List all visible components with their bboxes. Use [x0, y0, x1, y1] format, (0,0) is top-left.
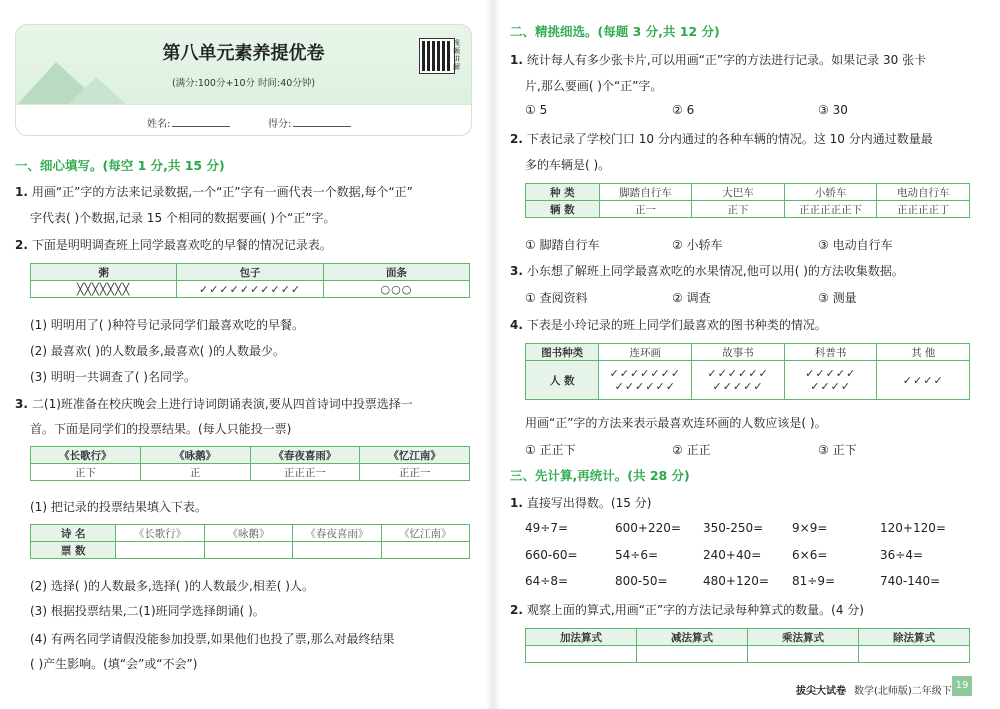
calc-item[interactable]: 240+40= — [703, 548, 762, 562]
option[interactable]: ① 查阅资料 — [525, 291, 588, 305]
answer-cell[interactable] — [381, 542, 469, 559]
answer-cell[interactable] — [116, 542, 204, 559]
table-cell: 正一 — [599, 201, 692, 218]
table-cell: ✓✓✓✓ — [877, 361, 970, 400]
title-card — [15, 24, 472, 136]
table-header: 《咏鹅》 — [140, 447, 250, 464]
sub-question: (1) 把记录的投票结果填入下表。 — [30, 500, 207, 514]
breakfast-table — [30, 263, 470, 298]
brand-name: 拔尖大试卷 — [796, 686, 846, 697]
row-label: 诗 名 — [31, 525, 116, 542]
question-1-1-cont: 字代表( )个数据,记录 15 个相同的数据要画( )个“正”字。 — [30, 211, 336, 225]
question-2-3: 3. 小东想了解班上同学最喜欢吃的水果情况,他可以用( )的方法收集数据。 — [510, 264, 904, 278]
subject-label: 数学(北师版)二年级下 — [854, 686, 952, 697]
vote-fill-table — [30, 524, 470, 559]
section-heading-1: 一、细心填写。(每空 1 分,共 15 分) — [15, 158, 225, 173]
table-cell: 正正一 — [360, 464, 470, 481]
option[interactable]: ② 正正 — [672, 443, 711, 457]
row-label: 种 类 — [526, 184, 600, 201]
question-1-2: 2. 下面是明明调查班上同学最喜欢吃的早餐的情况记录表。 — [15, 238, 332, 252]
calc-item[interactable]: 64÷8= — [525, 574, 569, 588]
table-cell: ╳╳╳╳╳╳╳ — [31, 281, 177, 298]
answer-cell[interactable] — [526, 646, 637, 663]
name-field[interactable] — [147, 115, 230, 130]
option[interactable]: ② 6 — [672, 103, 695, 117]
table-cell: 正下 — [31, 464, 141, 481]
page-gutter — [486, 0, 500, 709]
calc-item[interactable]: 54÷6= — [615, 548, 659, 562]
table-cell: ○○○ — [323, 281, 469, 298]
poem-vote-table — [30, 446, 470, 481]
table-cell: 小轿车 — [784, 184, 877, 201]
section-heading-2: 二、精挑细选。(每题 3 分,共 12 分) — [510, 24, 720, 39]
table-cell: 《春夜喜雨》 — [293, 525, 381, 542]
calc-item[interactable]: 480+120= — [703, 574, 769, 588]
question-2-2: 2. 下表记录了学校门口 10 分内通过的各种车辆的情况。这 10 分内通过数量最 — [510, 132, 933, 146]
answer-cell[interactable] — [748, 646, 859, 663]
calc-item[interactable]: 36÷4= — [880, 548, 924, 562]
table-cell: 故事书 — [692, 344, 785, 361]
table-cell: 正正正正正下 — [784, 201, 877, 218]
page-title: 第八单元素养提优卷 — [162, 43, 325, 64]
table-header: 加法算式 — [526, 629, 637, 646]
score-label: 得分: — [268, 119, 292, 130]
qr-code-icon[interactable] — [420, 39, 454, 73]
question-1-1: 1. 用画“正”字的方法来记录数据,一个“正”字有一画代表一个数据,每个“正” — [15, 185, 413, 199]
vehicle-table — [525, 183, 970, 218]
exam-info: (满分:100分+10分 时间:40分钟) — [171, 78, 316, 89]
table-cell: 正下 — [692, 201, 785, 218]
table-cell: 《咏鹅》 — [204, 525, 292, 542]
page-number: 19 — [952, 676, 972, 696]
option[interactable]: ① 脚踏自行车 — [525, 238, 600, 252]
answer-cell[interactable] — [637, 646, 748, 663]
table-header: 《忆江南》 — [360, 447, 470, 464]
table-cell: 正正正一 — [250, 464, 360, 481]
section-heading-3: 三、先计算,再统计。(共 28 分) — [510, 468, 690, 483]
sub-question-cont: ( )产生影响。(填“会”或“不会”) — [30, 657, 198, 671]
table-header: 除法算式 — [859, 629, 970, 646]
sub-question: (3) 根据投票结果,二(1)班同学选择朗诵( )。 — [30, 604, 265, 618]
table-header: 包子 — [177, 264, 324, 281]
option[interactable]: ① 正正下 — [525, 443, 576, 457]
question-3-1: 1. 直接写出得数。(15 分) — [510, 496, 652, 510]
calc-item[interactable]: 800-50= — [615, 574, 668, 588]
calc-item[interactable]: 350-250= — [703, 521, 764, 535]
table-cell: 连环画 — [599, 344, 692, 361]
answer-cell[interactable] — [293, 542, 381, 559]
calc-item[interactable]: 49÷7= — [525, 521, 569, 535]
score-field[interactable] — [268, 115, 351, 130]
sub-question: (3) 明明一共调查了( )名同学。 — [30, 370, 196, 384]
row-label: 票 数 — [31, 542, 116, 559]
tally-table — [525, 628, 970, 663]
question-3-2: 2. 观察上面的算式,用画“正”字的方法记录每种算式的数量。(4 分) — [510, 603, 864, 617]
table-cell: 正正正正丁 — [877, 201, 970, 218]
calc-item[interactable]: 9×9= — [792, 521, 828, 535]
option[interactable]: ③ 正下 — [818, 443, 857, 457]
question-2-2-cont: 多的车辆是( )。 — [525, 158, 611, 172]
sub-question: (2) 最喜欢( )的人数最多,最喜欢( )的人数最少。 — [30, 344, 285, 358]
calc-item[interactable]: 81÷9= — [792, 574, 836, 588]
table-cell: 其 他 — [877, 344, 970, 361]
table-header: 面条 — [323, 264, 469, 281]
footer — [796, 682, 952, 697]
calc-item[interactable]: 120+120= — [880, 521, 946, 535]
table-cell: 电动自行车 — [877, 184, 970, 201]
table-header: 减法算式 — [637, 629, 748, 646]
name-label: 姓名: — [147, 119, 171, 130]
table-cell: ✓✓✓✓✓✓✓✓✓✓ — [177, 281, 324, 298]
qr-caption: 视频讲解 — [453, 39, 460, 71]
row-label: 图书种类 — [526, 344, 599, 361]
table-cell: 正 — [140, 464, 250, 481]
option[interactable]: ③ 电动自行车 — [818, 238, 893, 252]
question-2-4: 4. 下表是小玲记录的班上同学们最喜欢的图书种类的情况。 — [510, 318, 827, 332]
option[interactable]: ① 5 — [525, 103, 548, 117]
calc-item[interactable]: 6×6= — [792, 548, 828, 562]
table-header: 《春夜喜雨》 — [250, 447, 360, 464]
question-1-3: 3. 二(1)班准备在校庆晚会上进行诗词朗诵表演,要从四首诗词中投票选择一 — [15, 397, 413, 411]
row-label: 人 数 — [526, 361, 599, 400]
sub-question: (1) 明明用了( )种符号记录同学们最喜欢吃的早餐。 — [30, 318, 304, 332]
table-cell: ✓✓✓✓✓✓ ✓✓✓✓✓ — [692, 361, 785, 400]
question-1-3-cont: 首。下面是同学们的投票结果。(每人只能投一票) — [30, 422, 292, 436]
calc-item[interactable]: 740-140= — [880, 574, 941, 588]
table-header: 粥 — [31, 264, 177, 281]
calc-item[interactable]: 660-60= — [525, 548, 578, 562]
table-cell: 《忆江南》 — [381, 525, 469, 542]
table-cell: ✓✓✓✓✓ ✓✓✓✓ — [784, 361, 877, 400]
answer-cell[interactable] — [859, 646, 970, 663]
calc-item[interactable]: 600+220= — [615, 521, 681, 535]
option[interactable]: ② 调查 — [672, 291, 711, 305]
question-2-4-cont: 用画“正”字的方法来表示最喜欢连环画的人数应该是( )。 — [525, 416, 827, 430]
name-score-bar — [16, 104, 471, 135]
sub-question: (4) 有两名同学请假没能参加投票,如果他们也投了票,那么对最终结果 — [30, 632, 395, 646]
table-cell: 脚踏自行车 — [599, 184, 692, 201]
table-cell: 《长歌行》 — [116, 525, 204, 542]
question-2-1-cont: 片,那么要画( )个“正”字。 — [525, 79, 663, 93]
row-label: 辆 数 — [526, 201, 600, 218]
option[interactable]: ③ 30 — [818, 103, 848, 117]
book-table — [525, 343, 970, 400]
answer-cell[interactable] — [204, 542, 292, 559]
table-cell: ✓✓✓✓✓✓✓ ✓✓✓✓✓✓ — [599, 361, 692, 400]
table-header: 《长歌行》 — [31, 447, 141, 464]
question-2-1: 1. 统计每人有多少张卡片,可以用画“正”字的方法进行记录。如果记录 30 张卡 — [510, 53, 927, 67]
sub-question: (2) 选择( )的人数最多,选择( )的人数最少,相差( )人。 — [30, 579, 314, 593]
table-cell: 科普书 — [784, 344, 877, 361]
table-cell: 大巴车 — [692, 184, 785, 201]
table-header: 乘法算式 — [748, 629, 859, 646]
option[interactable]: ② 小轿车 — [672, 238, 723, 252]
option[interactable]: ③ 测量 — [818, 291, 857, 305]
